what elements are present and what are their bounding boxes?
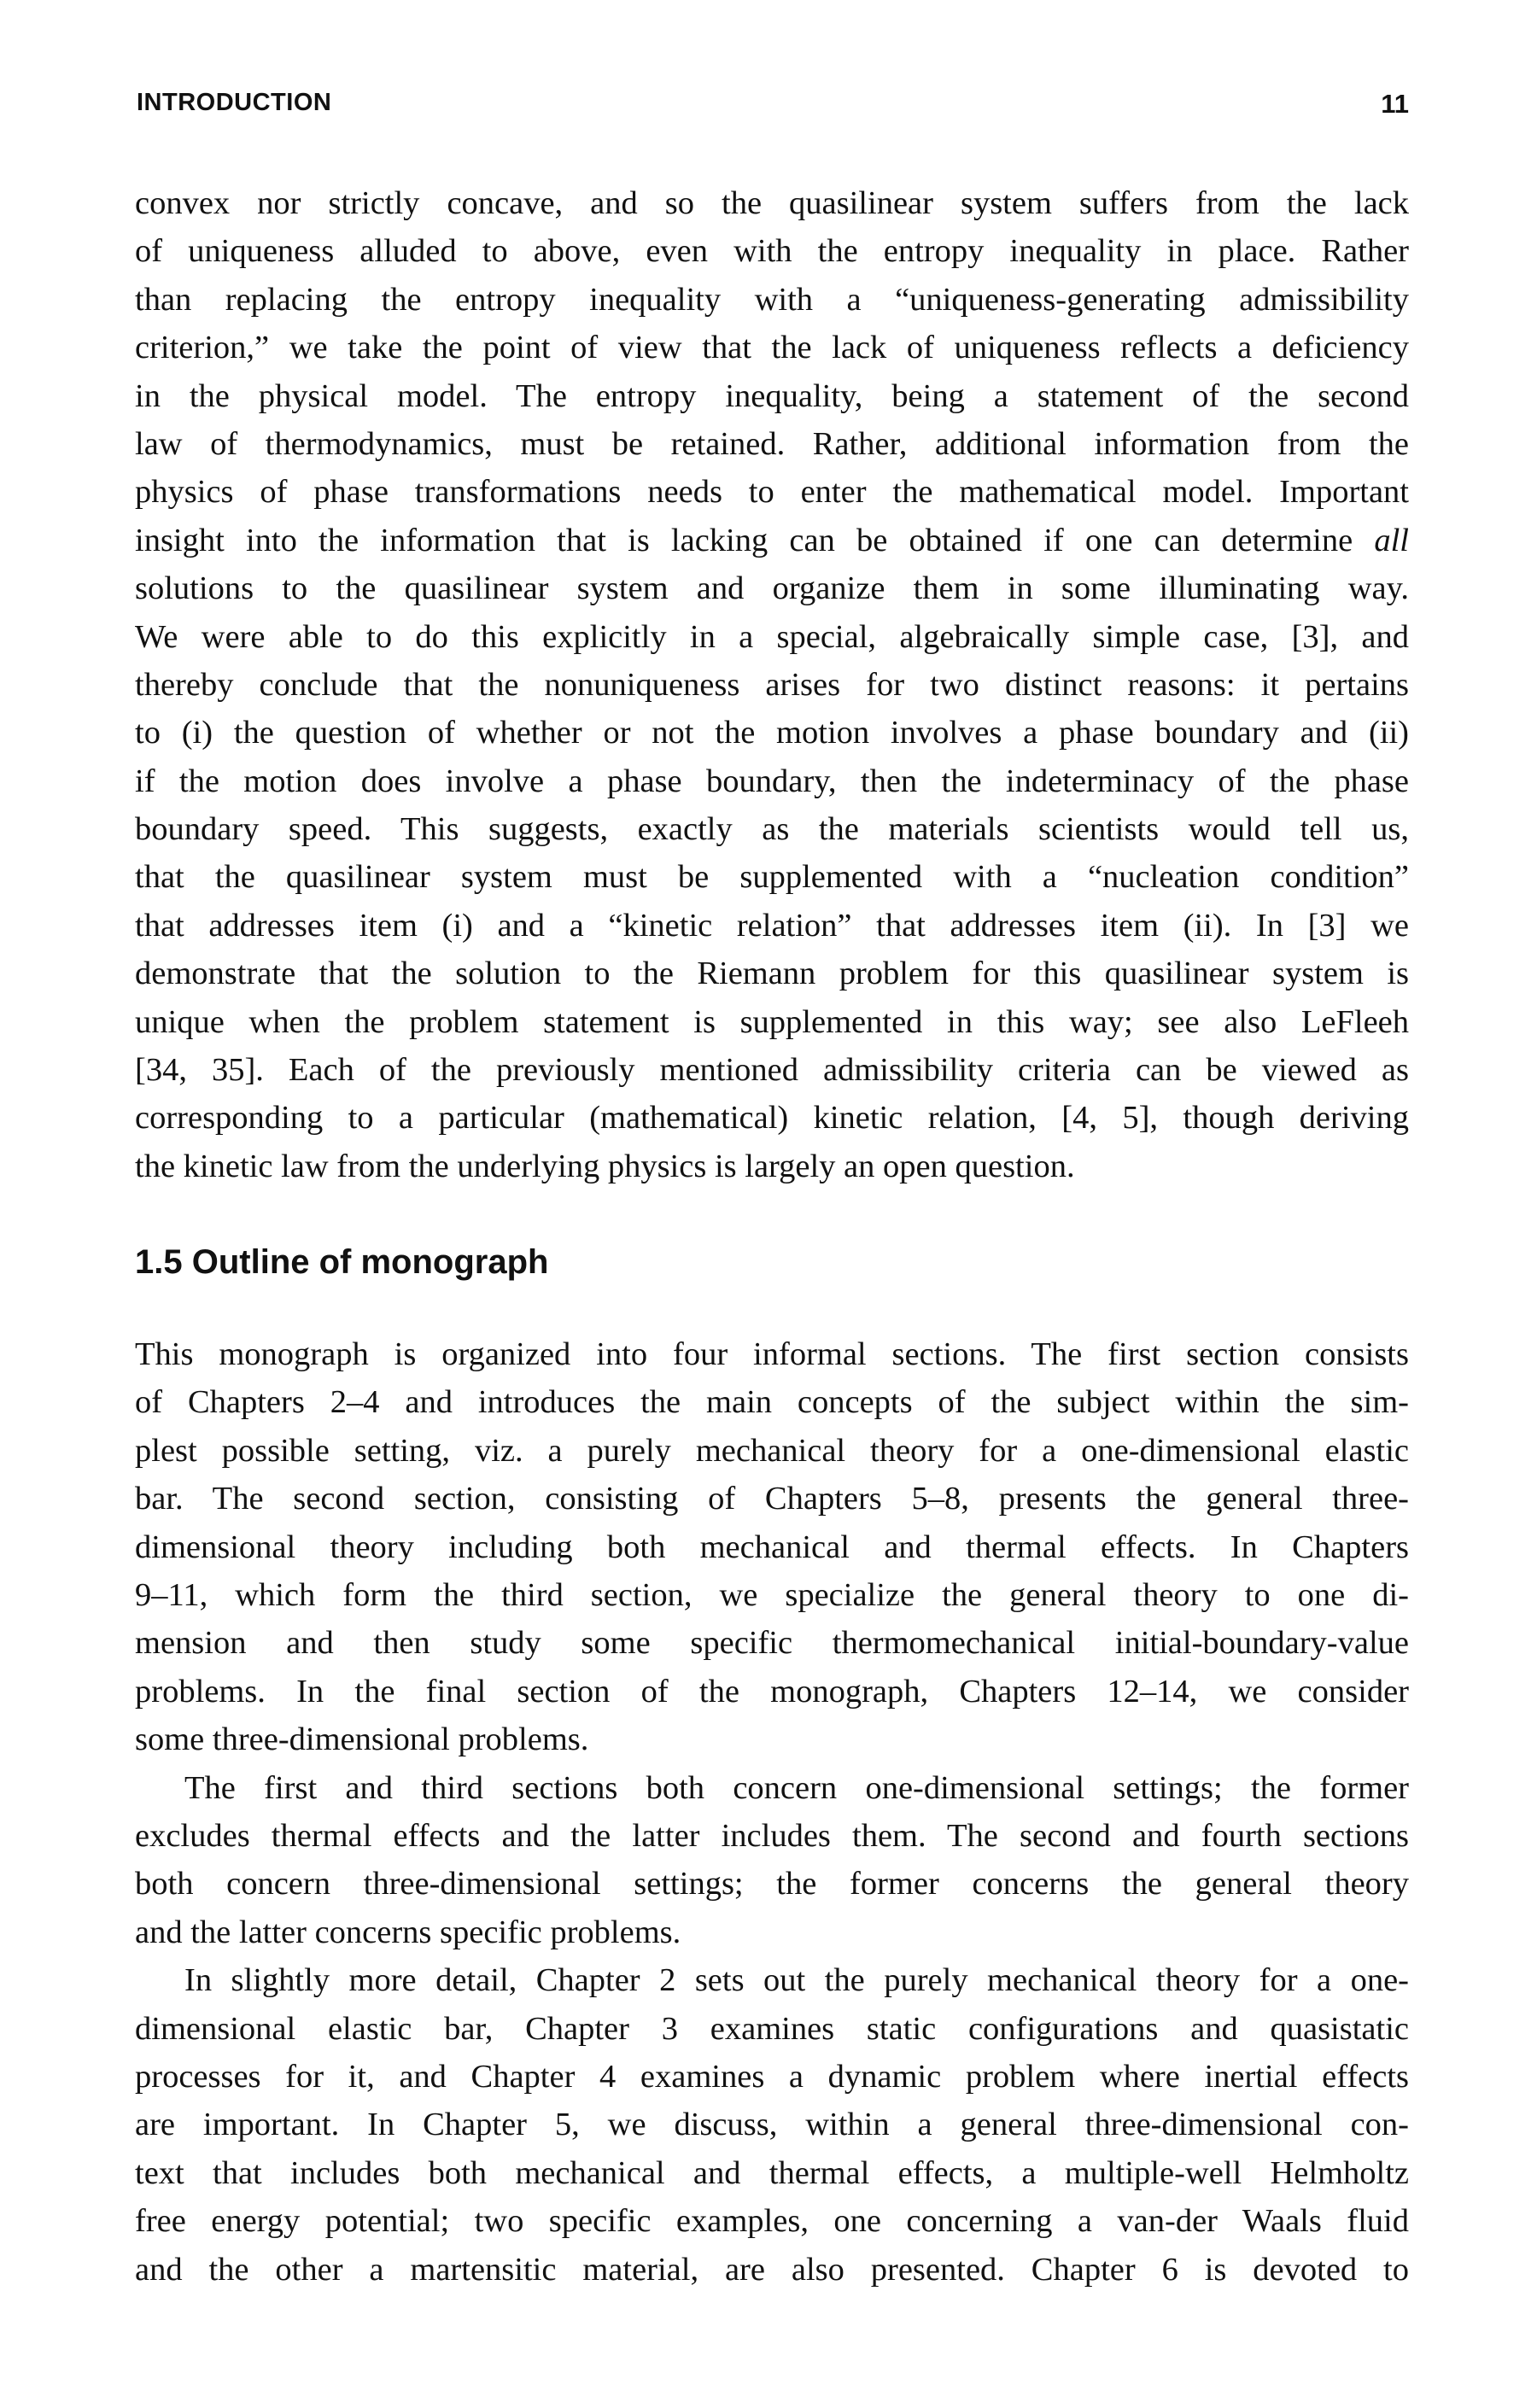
text-line: both concern three-dimensional settings; the former concerns the general theory (135, 1866, 1409, 1902)
text-line: excludes thermal effects and the latter includes them. The second and fourth sections (135, 1817, 1409, 1854)
text-line: convex nor strictly concave, and so the quasilinear system suffers from the lack (135, 185, 1409, 221)
text-line: that the quasilinear system must be supplemented with a “nucleation condition” (135, 859, 1409, 896)
text-line: free energy potential; two specific examples, one concerning a van-der Waals fluid (135, 2203, 1409, 2240)
text-line: in the physical model. The entropy inequality, being a statement of the second (135, 377, 1409, 414)
text-line: if the motion does involve a phase boundary, then the indeterminacy of the phase (135, 763, 1409, 799)
text-line: that addresses item (i) and a “kinetic relation” that addresses item (ii). In [3] we (135, 907, 1409, 944)
text-line: text that includes both mechanical and thermal effects, a multiple-well Helmholtz (135, 2154, 1409, 2191)
text-line: dimensional theory including both mechanical and thermal effects. In Chapters (135, 1528, 1409, 1565)
text-line: demonstrate that the solution to the Riemann problem for this quasilinear system is (135, 956, 1409, 992)
text-line: This monograph is organized into four informal sections. The first section consists (135, 1336, 1409, 1372)
emphasized-word: all (1374, 522, 1409, 558)
text-line: law of thermodynamics, must be retained. Rather, additional information from the (135, 425, 1409, 462)
text-line: criterion,” we take the point of view that the lack of uniqueness reflects a deficiency (135, 330, 1409, 366)
text-line: The first and third sections both concern one-dimensional settings; the former (184, 1769, 1409, 1806)
text-line: solutions to the quasilinear system and organize them in some illuminating way. (135, 570, 1409, 607)
text-line: [34, 35]. Each of the previously mentioned admissibility criteria can be viewed as (135, 1052, 1409, 1089)
text-line: mension and then study some specific thermomechanical initial-boundary-value (135, 1625, 1409, 1662)
chapter-title: INTRODUCTION (137, 89, 332, 116)
text-line: unique when the problem statement is supplemented in this way; see also LeFleeh (135, 1003, 1409, 1040)
text-line: to (i) the question of whether or not the motion involves a phase boundary and (ii) (135, 715, 1409, 751)
text-line: some three-dimensional problems. (135, 1721, 589, 1758)
text-line: dimensional elastic bar, Chapter 3 examines static configurations and quasistatic (135, 2010, 1409, 2047)
text-line: processes for it, and Chapter 4 examines a dynamic problem where inertial effects (135, 2058, 1409, 2095)
section-heading: 1.5 Outline of monograph (135, 1243, 549, 1281)
page-number: 11 (1381, 89, 1409, 119)
text-segment: insight into the information that is lacking can be obtained if one can determine (135, 522, 1375, 558)
text-line: and the latter concerns specific problems. (135, 1914, 681, 1950)
paragraph-kinetic-relation (135, 179, 1409, 1190)
text-line: and the other a martensitic material, are also presented. Chapter 6 is devoted to (135, 2251, 1409, 2288)
text-line: of Chapters 2–4 and introduces the main concepts of the subject within the sim- (135, 1384, 1409, 1421)
text-line: thereby conclude that the nonuniqueness arises for two distinct reasons: it pertains (135, 666, 1409, 703)
text-line (135, 517, 1409, 564)
text-line: 9–11, which form the third section, we specialize the general theory to one di- (135, 1576, 1409, 1613)
text-line: than replacing the entropy inequality with a “uniqueness-generating admissibility (135, 281, 1409, 318)
text-line: are important. In Chapter 5, we discuss, within a general three-dimensional con- (135, 2107, 1409, 2143)
text-line: bar. The second section, consisting of Chapters 5–8, presents the general three- (135, 1481, 1409, 1517)
text-line: plest possible setting, viz. a purely mechanical theory for a one-dimensional elastic (135, 1432, 1409, 1469)
text-line: problems. In the final section of the monograph, Chapters 12–14, we consider (135, 1673, 1409, 1710)
text-line: In slightly more detail, Chapter 2 sets out the purely mechanical theory for a one- (184, 1962, 1409, 1999)
paragraph-chapter-details (135, 1956, 1409, 2294)
text-line: boundary speed. This suggests, exactly as the materials scientists would tell us, (135, 811, 1409, 848)
paragraph-sections-comparison (135, 1764, 1409, 1957)
text-line: of uniqueness alluded to above, even with the entropy inequality in place. Rather (135, 233, 1409, 270)
text-line: corresponding to a particular (mathematical) kinetic relation, [4, 5], though deriving (135, 1100, 1409, 1137)
text-line: physics of phase transformations needs to enter the mathematical model. Important (135, 474, 1409, 511)
paragraph-outline (135, 1330, 1409, 1764)
text-line: We were able to do this explicitly in a special, algebraically simple case, [3], and (135, 618, 1409, 655)
running-header (135, 89, 1409, 123)
text-line: the kinetic law from the underlying physics is largely an open question. (135, 1148, 1075, 1184)
